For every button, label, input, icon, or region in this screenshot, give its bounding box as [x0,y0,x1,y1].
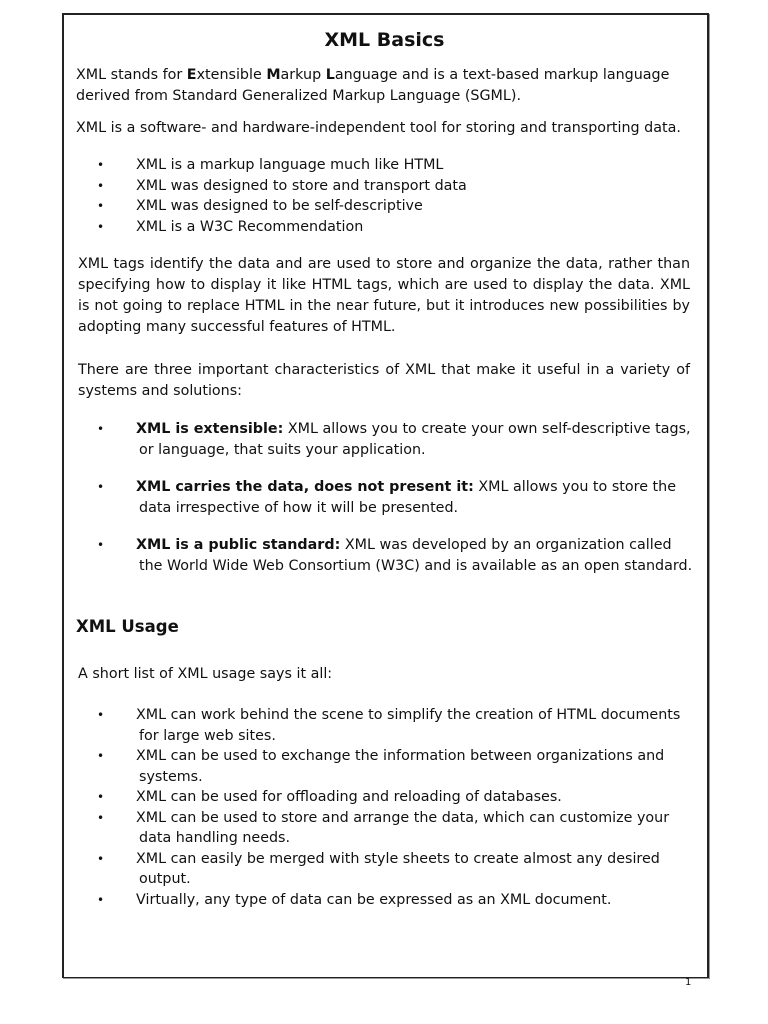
intro-text-2: xtensible [196,67,267,83]
list-item: • XML can be used to store and arrange the data, which can customize your data handling needs. [118,808,696,849]
characteristic-term: XML carries the data, does not present it: [136,479,474,495]
page-title: XML Basics [324,29,445,51]
list-item: • XML can be used to exchange the information between organizations and systems. [118,746,696,787]
intro-letter-e: E [186,67,197,83]
tags-paragraph: XML tags identify the data and are used to store and organize the data, rather than specifying how to display it like HTML tags, which are used to display the data. XML is not going to replace HTML in the near future, but it introduces new possibilities by adopting many successful features of HTML. [78,256,690,335]
page-number: 1 [685,977,692,988]
list-item [118,535,696,576]
characteristic-term: XML is extensible: [136,421,284,437]
list-item: • XML can work behind the scene to simplify the creation of HTML documents for large web sites. [118,705,696,746]
intro-text-4: anguage and is a text-based markup language derived from Standard Generalized Markup Language (SGML). [76,67,670,104]
characteristics-list [118,419,696,576]
characteristics-intro: There are three important characteristics of XML that make it useful in a variety of systems and solutions: [78,362,690,399]
usage-intro: A short list of XML usage says it all: [78,666,333,682]
intro-text-3: arkup [280,67,326,83]
list-item: • XML can be used for offloading and reloading of databases. [118,787,696,808]
intro-letter-m: M [266,67,281,83]
characteristic-text: XML allows you to create your own self-descriptive tags, or language, that suits your application. [139,421,691,458]
list-item [118,477,696,518]
list-item: • XML was designed to store and transport data [118,176,698,197]
intro-letter-l: L [325,67,335,83]
list-item: • XML was designed to be self-descriptive [118,196,698,217]
list-item [118,419,696,460]
characteristic-text: XML allows you to store the data irrespective of how it will be presented. [139,479,676,516]
section-heading: XML Usage [76,617,179,636]
features-list [118,155,698,237]
list-item: • XML is a markup language much like HTML [118,155,698,176]
intro-text-1: XML stands for [76,67,187,83]
intro-paragraph [76,65,696,107]
usage-list [118,705,696,910]
list-item: • XML can easily be merged with style sheets to create almost any desired output. [118,849,696,890]
characteristic-text: XML was developed by an organization called the World Wide Web Consortium (W3C) and is available as an open standard. [139,537,693,574]
characteristic-term: XML is a public standard: [136,537,341,553]
tool-paragraph: XML is a software- and hardware-independent tool for storing and transporting data. [76,120,681,136]
list-item: • Virtually, any type of data can be expressed as an XML document. [118,890,696,911]
list-item: • XML is a W3C Recommendation [118,217,698,238]
